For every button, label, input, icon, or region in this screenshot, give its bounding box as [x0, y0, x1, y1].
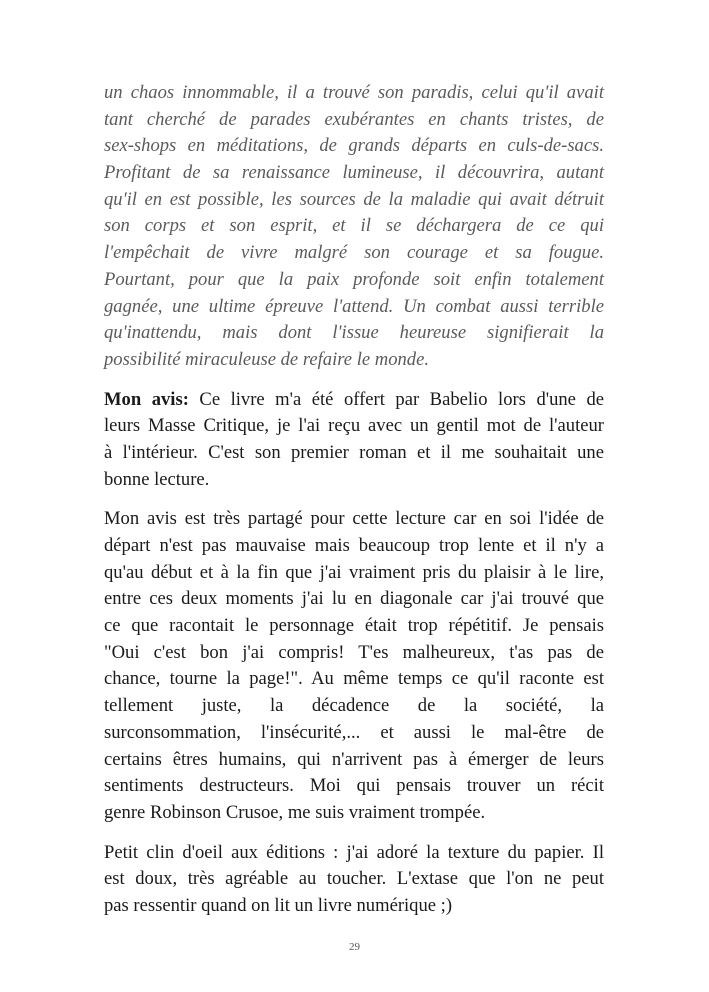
paragraph-line: genre Robinson Crusoe, me suis vraiment trompée.	[104, 801, 486, 823]
quote-line: son corps et son esprit, et il se déchargera de ce qui	[104, 215, 604, 237]
paragraph-line: "Oui c'est bon j'ai compris! T'es malheureux, t'as pas de	[104, 641, 604, 663]
quote-line: qu'inattendu, mais dont l'issue heureuse signifierait la	[104, 322, 604, 344]
quote-line: l'empêchait de vivre malgré son courage et sa fougue.	[104, 242, 604, 264]
paragraph-line: Mon avis est très partagé pour cette lecture car en soi l'idée de	[104, 508, 604, 530]
page-content	[104, 80, 604, 920]
quote-line: possibilité miraculeuse de refaire le monde.	[104, 348, 429, 370]
paragraph-line: Petit clin d'oeil aux éditions : j'ai adoré la texture du papier. Il	[104, 841, 604, 863]
review-intro-first-line-text: Ce livre m'a été offert par Babelio lors d'une de	[188, 388, 604, 410]
paragraph-line: ce que racontait le personnage était trop répétitif. Je pensais	[104, 615, 604, 637]
paragraph-line: départ n'est pas mauvaise mais beaucoup trop lente et il n'y a	[104, 535, 604, 556]
review-intro-paragraph	[104, 387, 604, 494]
quote-line: Profitant de sa renaissance lumineuse, il découvrira, autant	[104, 162, 604, 184]
quote-line: sex-shops en méditations, de grands départs en culs-de-sacs.	[104, 135, 604, 157]
page-number: 29	[349, 941, 360, 953]
paragraph-line: certains êtres humains, qui n'arrivent pas à émerger de leurs	[104, 748, 604, 770]
paragraph-line: pas ressentir quand on lit un livre numérique ;)	[104, 894, 453, 916]
book-summary-quote	[104, 80, 604, 374]
quote-line: tant cherché de parades exubérantes en chants tristes, de	[104, 108, 604, 130]
paragraph-line: qu'au début et à la fin que j'ai vraiment pris du plaisir à le lire,	[104, 561, 604, 583]
paragraph-line: leurs Masse Critique, je l'ai reçu avec un gentil mot de l'auteur	[104, 415, 604, 437]
review-intro-first-line	[104, 387, 604, 414]
paragraph-line: entre ces deux moments j'ai lu en diagonale car j'ai trouvé que	[104, 588, 604, 610]
quote-line: gagnée, une ultime épreuve l'attend. Un combat aussi terrible	[104, 295, 604, 317]
review-closing-paragraph	[104, 840, 604, 920]
paragraph-line: à l'intérieur. C'est son premier roman et il me souhaitait une	[104, 441, 604, 463]
review-label: Mon avis:	[104, 388, 189, 410]
paragraph-line: bonne lecture.	[104, 468, 210, 490]
review-opinion-paragraph	[104, 506, 604, 826]
quote-line: un chaos innommable, il a trouvé son paradis, celui qu'il avait	[104, 82, 604, 103]
paragraph-line: chance, tourne la page!". Au même temps ce qu'il raconte est	[104, 668, 604, 690]
paragraph-line: tellement juste, la décadence de la société, la	[104, 695, 604, 717]
paragraph-line: surconsommation, l'insécurité,... et aussi le mal-être de	[104, 721, 604, 743]
quote-line: Pourtant, pour que la paix profonde soit enfin totalement	[104, 268, 604, 290]
quote-line: qu'il en est possible, les sources de la maladie qui avait détruit	[104, 188, 604, 210]
paragraph-line: est doux, très agréable au toucher. L'extase que l'on ne peut	[104, 868, 604, 890]
paragraph-line: sentiments destructeurs. Moi qui pensais trouver un récit	[104, 775, 604, 797]
